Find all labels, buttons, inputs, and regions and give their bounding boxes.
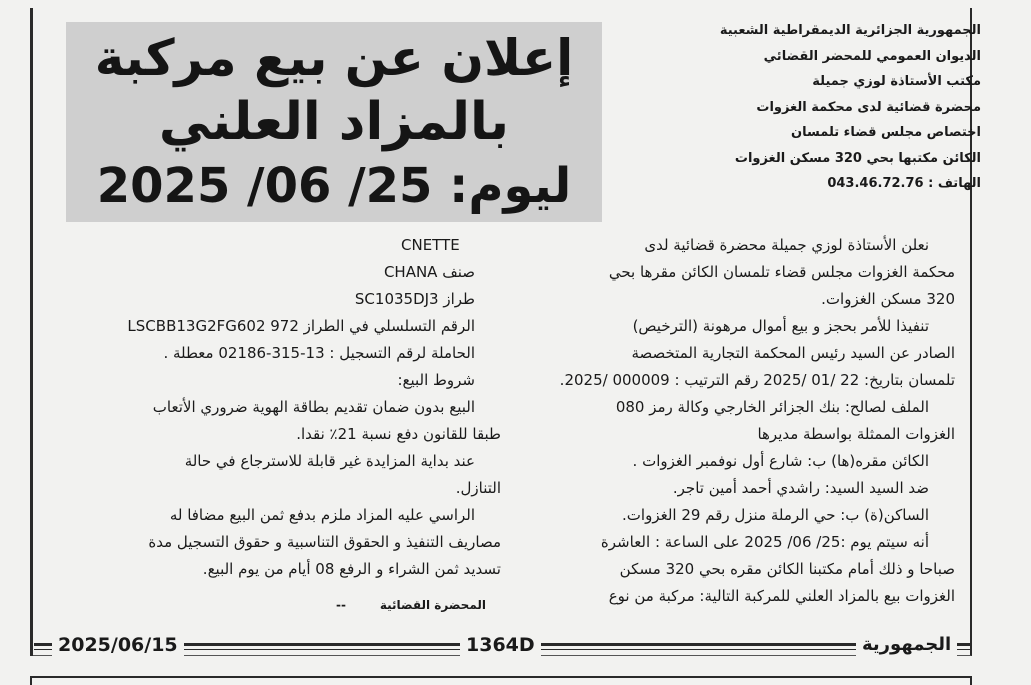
vehicle-model: CNETTE [401, 236, 460, 254]
header-line: الجمهورية الجزائرية الديمقراطية الشعبية [719, 23, 981, 38]
issuer-header [651, 18, 981, 197]
banner-title: إعلان عن بيع مركبة [94, 29, 574, 87]
body-line: تسديد ثمن الشراء و الرفع 08 أيام من يوم البيع. [202, 560, 501, 578]
body-line: نعلن الأستاذة لوزي جميلة محضرة قضائية لدى [644, 236, 929, 254]
vehicle-class: صنف CHANA [383, 263, 475, 281]
announcement-banner [66, 22, 602, 222]
body-line: تنفيذا للأمر بحجز و بيع أموال مرهونة (الترخيص) [632, 317, 929, 335]
body-line: صباحا و ذلك أمام مكتبنا الكائن مقره بحي 320 مسكن [619, 560, 955, 578]
banner-subtitle: بالمزاد العلني [158, 92, 510, 152]
signature-dash: -- [336, 598, 346, 612]
signature-label: المحضرة القضائية [379, 598, 486, 612]
body-line: الصادر عن السيد رئيس المحكمة التجارية المتخصصة [631, 344, 955, 362]
header-line: محضرة قضائية لدى محكمة الغزوات [756, 99, 981, 115]
body-line: مصاريف التنفيذ و الحقوق التناسبية و حقوق التسجيل مدة [148, 533, 501, 551]
body-line: الملف لصالح: بنك الجزائر الخارجي وكالة رمز 080 [615, 398, 929, 416]
body-line: الغزوات بيع بالمزاد العلني للمركبة التالية: مركبة من نوع [608, 587, 955, 605]
body-line: الراسي عليه المزاد ملزم بدفع ثمن البيع مضافا له [169, 506, 475, 524]
body-column-left [41, 232, 501, 583]
header-line: الديوان العمومي للمحضر القضائي [763, 48, 981, 64]
vehicle-serial: الرقم التسلسلي في الطراز LSCBB13G2FG602 972 [127, 317, 475, 335]
body-column-right [495, 232, 955, 610]
body-line: محكمة الغزوات مجلس قضاء تلمسان الكائن مقرها بحي [608, 263, 955, 281]
header-phone: الهاتف : 043.46.72.76 [827, 176, 981, 191]
body-line: الساكن(ة) ب: حي الرملة منزل رقم 29 الغزوات. [622, 506, 929, 524]
footer-date: 2025/06/15 [52, 632, 184, 658]
body-line: طبقا للقانون دفع نسبة 21٪ نقدا. [296, 425, 501, 443]
banner-date: ليوم: 25/ 06/ 2025 [96, 158, 572, 214]
header-line: مكتب الأستاذة لوزي جميلة [812, 74, 981, 89]
body-line: 320 مسكن الغزوات. [821, 290, 955, 308]
body-line: التنازل. [455, 479, 501, 497]
body-line: الغزوات الممثلة بواسطة مديرها [757, 425, 955, 443]
signature-area [46, 598, 486, 618]
newspaper-brand: الجمهورية [856, 632, 957, 658]
body-line: الكائن مقره(ها) ب: شارع أول نوفمبر الغزوات . [632, 452, 929, 470]
body-line: ضد السيد السيد: راشدي أحمد أمين تاجر. [672, 479, 929, 497]
body-line: البيع بدون ضمان تقديم بطاقة الهوية ضروري الأتعاب [152, 398, 475, 416]
vehicle-type: طراز SC1035DJ3 [354, 290, 475, 308]
sale-conditions-heading: شروط البيع: [397, 371, 475, 389]
body-line: تلمسان بتاريخ: 22 /01 /2025 رقم الترتيب : 000009 /2025. [559, 371, 955, 389]
body-line: أنه سيتم يوم :25/ 06/ 2025 على الساعة : العاشرة [600, 533, 929, 551]
header-line: الكائن مكتبها بحي 320 مسكن الغزوات [734, 150, 981, 166]
frame-left-rule [30, 8, 33, 656]
vehicle-registration: الحاملة لرقم التسجيل : 13-315-02186 معطلة . [163, 344, 475, 362]
body-line: عند بداية المزايدة غير قابلة للاسترجاع في حالة [184, 452, 475, 470]
footer-code: 1364D [460, 632, 541, 658]
header-line: اختصاص مجلس قضاء تلمسان [791, 125, 981, 140]
next-article-frame [30, 676, 972, 685]
